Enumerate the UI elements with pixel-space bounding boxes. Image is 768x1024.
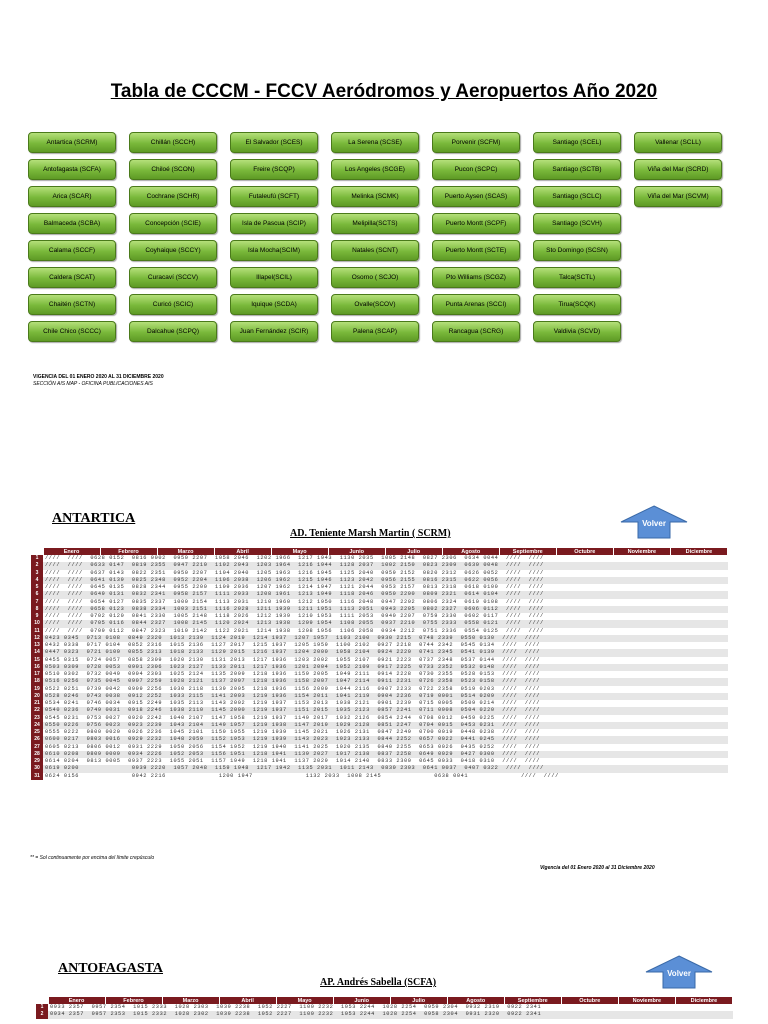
- day-times: //// //// 0654 0127 0835 2337 1000 2154 1113 2031 1210 1960 1212 1950 1116 2048 0947 2202 0806 2324 0610 0108 //// ////: [45, 598, 544, 605]
- day-times: 0933 2357 0957 2354 1015 2333 1028 2303 1039 2238 1052 2227 1100 2232 1053 2244 1028 2254 0959 2304 0932 2319 0922 2341: [50, 1004, 542, 1010]
- month-header: Mayo: [276, 997, 333, 1004]
- day-number: 1: [31, 555, 43, 562]
- table-row: [31, 562, 728, 569]
- day-times: 0550 0226 0756 0023 0923 2239 1043 2104 1149 1957 1219 1938 1147 2019 1029 2128 0851 2247 0704 0015 0453 0231 //// ////: [43, 722, 728, 729]
- day-times: 0510 0302 0732 0049 0904 2303 1025 2124 1135 2009 1218 1936 1159 2005 1049 2111 0914 2228 0730 2355 0528 0153 //// ////: [45, 671, 541, 677]
- table-row: [31, 664, 728, 671]
- table-row: [31, 577, 728, 584]
- day-times: //// //// 0649 0131 0832 2341 0958 2157 1111 2033 1208 1961 1213 1949 1118 2046 0950 2200 0809 2321 0614 0104 //// ////: [43, 591, 728, 598]
- day-times: 0619 0200 0939 2220 1057 2048 1159 1948 1217 1942 1135 2031 1011 2143 0830 2303 0641 0037 0407 0322 //// ////: [43, 765, 728, 772]
- table-row: [31, 642, 728, 649]
- aerodrome-button[interactable]: Rancagua (SCRG): [432, 321, 520, 342]
- seccion-text: SECCIÓN AIS MAP - OFICINA PUBLICACIONES AIS: [33, 381, 153, 387]
- header-corner: [31, 548, 43, 555]
- table-header: [31, 548, 728, 555]
- day-number: 19: [31, 686, 43, 693]
- day-times: 0503 0309 0728 0053 0901 2306 1023 2127 1133 2011 1217 1936 1201 2004 1052 2109 0917 2225 0733 2352 0532 0148 //// ////: [43, 664, 728, 671]
- aerodrome-button[interactable]: Calama (SCCF): [28, 240, 116, 261]
- day-times: 0528 0246 0743 0038 0912 2252 1033 2115 1141 2003 1219 1936 1154 2011 1041 2119 0904 2236 0719 0001 0514 0209 //// ////: [43, 693, 728, 700]
- month-header: Junio: [328, 548, 385, 555]
- table-row: [31, 613, 728, 620]
- day-times: 0610 0208 0809 0009 0934 2226 1052 2053 1156 1951 1218 1941 1139 2027 1017 2138 0837 2258 0649 0029 0427 0300 //// ////: [43, 751, 728, 758]
- day-times: 0934 2357 0957 2353 1015 2332 1028 2302 1039 2238 1052 2227 1100 2232 1053 2244 1028 2254 0958 2304 0931 2320 0922 2341: [48, 1011, 733, 1018]
- aerodrome-button[interactable]: Isla de Pascua (SCIP): [230, 213, 318, 234]
- aerodrome-button[interactable]: Antartica (SCRM): [28, 132, 116, 153]
- month-header: Marzo: [157, 548, 214, 555]
- aerodrome-button[interactable]: Pto Williams (SCGZ): [432, 267, 520, 288]
- day-number: 14: [31, 649, 43, 656]
- month-header: Noviembre: [613, 548, 670, 555]
- aerodrome-button[interactable]: Santiago (SCEL): [533, 132, 621, 153]
- month-header: Octubre: [561, 997, 618, 1004]
- volver-label: Volver: [642, 519, 666, 528]
- day-times: 0555 0222 0800 0020 0926 2236 1045 2101 1150 1955 1219 1939 1145 2021 1026 2131 0847 2249 0700 0019 0448 0238 //// ////: [45, 729, 541, 735]
- table-header: [36, 997, 733, 1004]
- day-number: 22: [31, 707, 43, 714]
- table-row: [31, 678, 728, 685]
- aerodrome-button[interactable]: La Serena (SCSE): [331, 132, 419, 153]
- table-row: [31, 555, 728, 562]
- page-title: Tabla de CCCM - FCCV Aeródromos y Aeropuertos Año 2020: [110, 81, 658, 102]
- table-row: [31, 715, 728, 722]
- day-number: 18: [31, 678, 43, 685]
- day-number: 8: [31, 606, 43, 613]
- day-times: 0614 0204 0813 0005 0937 2223 1055 2051 1157 1949 1218 1941 1137 2029 1014 2140 0833 2300 0645 0033 0418 0310 //// ////: [45, 758, 541, 764]
- aerodrome-button[interactable]: Iquique (SCDA): [230, 294, 318, 315]
- aerodrome-button[interactable]: Vallenar (SCLL): [634, 132, 722, 153]
- aerodrome-button[interactable]: Sto Domingo (SCSN): [533, 240, 621, 261]
- table-row: [31, 606, 728, 613]
- day-times: //// //// 0702 0120 0841 2330 1005 2148 1118 2026 1212 1939 1210 1953 1111 2053 0940 2207 0759 2330 0602 0117 //// ////: [45, 613, 544, 619]
- day-number: 17: [31, 671, 43, 678]
- day-number: 28: [31, 751, 43, 758]
- day-number: 26: [31, 736, 43, 743]
- day-times: 0600 0217 0803 0016 0929 2232 1048 2059 1152 1953 1219 1939 1143 2023 1023 2133 0844 2252 0657 0022 0441 0245 //// ////: [43, 736, 728, 743]
- vigencia-text: VIGENCIA DEL 01 ENERO 2020 AL 31 DICIEMBRE 2020: [33, 374, 164, 380]
- aerodrome-button[interactable]: Pucon (SCPC): [432, 159, 520, 180]
- day-number: 6: [31, 591, 43, 598]
- table-row: [31, 758, 728, 765]
- table-row: [31, 765, 728, 772]
- aerodrome-button[interactable]: Juan Fernández (SCIR): [230, 321, 318, 342]
- aerodrome-button[interactable]: Chillán (SCCH): [129, 132, 217, 153]
- month-header: Enero: [43, 548, 100, 555]
- day-times: 0624 0156 0942 2216 1200 1947 1132 2033 1008 2145 0638 0041 //// ////: [45, 772, 559, 779]
- month-header: Diciembre: [670, 548, 727, 555]
- section-title-antofagasta: ANTOFAGASTA: [58, 961, 164, 976]
- day-number: 2: [31, 562, 43, 569]
- day-number: 10: [31, 620, 43, 627]
- aerodrome-button[interactable]: Isla Mocha(SCIM): [230, 240, 318, 261]
- aerodrome-button[interactable]: Melipilla(SCTS): [331, 213, 419, 234]
- sun-table-antartica: [31, 548, 728, 780]
- table-row: [31, 722, 728, 729]
- aerodrome-button[interactable]: Chile Chico (SCCC): [28, 321, 116, 342]
- month-header: Julio: [390, 997, 447, 1004]
- day-times: 0605 0213 0806 0012 0931 2229 1050 2056 1154 1952 1219 1940 1141 2025 1020 2135 0840 2255 0653 0026 0435 0252 //// ////: [45, 743, 541, 750]
- table-row: [31, 686, 728, 693]
- aerodrome-button[interactable]: Antofagasta (SCFA): [28, 159, 116, 180]
- month-header: Agosto: [442, 548, 499, 555]
- aerodrome-button-grid: [28, 132, 748, 357]
- month-header: Agosto: [447, 997, 504, 1004]
- table-row: [31, 649, 728, 656]
- aerodrome-button[interactable]: Concepción (SCIE): [129, 213, 217, 234]
- table-row: [31, 729, 728, 736]
- day-times: //// //// 0628 0152 0816 0002 0950 2207 1058 2046 1202 1966 1217 1943 1130 2035 1005 2148 0827 2306 0634 0044 //// ////: [45, 555, 544, 561]
- aerodrome-button[interactable]: Santiago (SCVH): [533, 213, 621, 234]
- aerodrome-button[interactable]: Curacaví (SCCV): [129, 267, 217, 288]
- table-row: [31, 570, 728, 577]
- table-row: [31, 707, 728, 714]
- aerodrome-button[interactable]: Tirua(SCQK): [533, 294, 621, 315]
- month-header: Septiembre: [504, 997, 561, 1004]
- table-row: [31, 657, 728, 664]
- aerodrome-button[interactable]: Talca(SCTL): [533, 267, 621, 288]
- aerodrome-button[interactable]: Illapel(SCIL): [230, 267, 318, 288]
- day-times: //// //// 0633 0147 0819 2355 0947 2210 1102 2043 1203 1964 1216 1944 1128 2037 1002 2150 0823 2309 0630 0048 //// ////: [43, 562, 728, 569]
- table-row: [36, 1011, 733, 1018]
- month-header: Enero: [48, 997, 105, 1004]
- aerodrome-button[interactable]: Futaleufú (SCFT): [230, 186, 318, 207]
- day-times: //// //// 0637 0143 0822 2351 0950 2207 1104 2040 1205 1963 1216 1945 1125 2040 0959 2152 0820 2312 0626 0052 //// ////: [45, 569, 544, 576]
- day-number: 13: [31, 642, 43, 649]
- aerodrome-button[interactable]: Balmaceda (SCBA): [28, 213, 116, 234]
- day-times: 0545 0231 0753 0027 0920 2242 1040 2107 1147 1958 1219 1937 1149 2017 1032 2126 0854 2244 0708 0012 0459 0225 //// ////: [45, 714, 541, 721]
- day-number: 30: [31, 765, 43, 772]
- month-header: Febrero: [105, 997, 162, 1004]
- table-row: [31, 744, 728, 751]
- table-row: [31, 591, 728, 598]
- aerodrome-button[interactable]: El Salvador (SCES): [230, 132, 318, 153]
- table-row: [31, 693, 728, 700]
- month-header: Noviembre: [618, 997, 675, 1004]
- aerodrome-button[interactable]: Punta Arenas (SCCI): [432, 294, 520, 315]
- day-number: 2: [36, 1011, 48, 1018]
- day-times: 0540 0236 0749 0031 0918 2246 1038 2110 1145 2000 1219 1937 1151 2015 1035 2123 0857 2241 0711 0008 0504 0220 //// ////: [43, 707, 728, 714]
- day-times: //// //// 0645 0135 0828 2344 0955 2200 1109 2036 1207 1962 1214 1947 1121 2044 0953 2157 0813 2318 0618 0100 //// ////: [45, 584, 544, 590]
- aerodrome-button[interactable]: Dalcahue (SCPQ): [129, 321, 217, 342]
- day-times: //// //// 0658 0123 0838 2334 1003 2151 1116 2028 1211 1939 1211 1951 1113 2051 0943 2205 0802 2327 0606 0112 //// ////: [43, 606, 728, 613]
- aerodrome-button[interactable]: Santiago (SCLC): [533, 186, 621, 207]
- day-number: 4: [31, 577, 43, 584]
- day-number: 5: [31, 584, 43, 591]
- aerodrome-button[interactable]: Cochrane (SCHR): [129, 186, 217, 207]
- day-number: 7: [31, 599, 43, 606]
- day-number: 27: [31, 744, 43, 751]
- table-row: [31, 700, 728, 707]
- aerodrome-button[interactable]: Freire (SCQP): [230, 159, 318, 180]
- aerodrome-button[interactable]: Porvenir (SCFM): [432, 132, 520, 153]
- month-header: Diciembre: [675, 997, 732, 1004]
- header-corner: [36, 997, 48, 1004]
- day-number: 31: [31, 773, 43, 780]
- volver-button-2[interactable]: [645, 955, 713, 989]
- day-number: 15: [31, 657, 43, 664]
- day-times: 0432 0338 0717 0104 0852 2316 1015 2136 1127 2017 1215 1937 1205 1959 1100 2102 0927 2218 0744 2342 0545 0134 //// ////: [45, 642, 541, 648]
- aerodrome-button[interactable]: Los Angeles (SCGE): [331, 159, 419, 180]
- aerodrome-button[interactable]: Chiloé (SCON): [129, 159, 217, 180]
- aerodrome-button[interactable]: Valdivia (SCVD): [533, 321, 621, 342]
- month-header: Abril: [219, 997, 276, 1004]
- day-number: 1: [36, 1004, 48, 1011]
- day-number: 12: [31, 635, 43, 642]
- day-number: 23: [31, 715, 43, 722]
- aerodrome-button[interactable]: Caldera (SCAT): [28, 267, 116, 288]
- aerodrome-button[interactable]: Viña del Mar (SCRD): [634, 159, 722, 180]
- table-row: [31, 584, 728, 591]
- aerodrome-button[interactable]: Viña del Mar (SCVM): [634, 186, 722, 207]
- volver-label: Volver: [667, 969, 691, 978]
- aerodrome-button[interactable]: Arica (SCAR): [28, 186, 116, 207]
- aerodrome-button[interactable]: Osorno ( SCJO): [331, 267, 419, 288]
- month-header: Julio: [385, 548, 442, 555]
- aerodrome-button[interactable]: Natales (SCNT): [331, 240, 419, 261]
- day-times: //// //// 0641 0139 0825 2348 0952 2204 1106 2038 1206 1962 1215 1946 1123 2042 0956 2155 0816 2315 0622 0056 //// ////: [43, 577, 728, 584]
- day-times: 0516 0256 0735 0045 0907 2259 1028 2121 1137 2007 1218 1936 1158 2007 1047 2114 0911 2231 0726 2358 0523 0158 //// ////: [43, 678, 728, 685]
- day-times: 0522 0251 0739 0042 0909 2256 1030 2118 1139 2005 1218 1936 1156 2009 1044 2116 0907 2233 0722 2358 0519 0203 //// ////: [45, 685, 541, 692]
- section-title-antartica: ANTARTICA: [52, 511, 136, 526]
- footnote: ** = Sol continuamente por encima del límite crepúsculo: [30, 855, 155, 861]
- day-number: 21: [31, 700, 43, 707]
- aerodrome-button[interactable]: Santiago (SCTB): [533, 159, 621, 180]
- day-number: 29: [31, 758, 43, 765]
- day-times: 0447 0323 0721 0100 0855 2313 1018 2133 1129 2015 1216 1937 1204 2000 1058 2104 0924 2220 0741 2345 0541 0139 //// ////: [43, 649, 728, 656]
- table-row: [31, 620, 728, 627]
- day-times: 0423 0345 0713 0108 0849 2320 1013 2139 1124 2019 1214 1937 1207 1957 1103 2100 0930 2215 0748 2339 0550 0130 //// ////: [43, 635, 728, 642]
- day-number: 24: [31, 722, 43, 729]
- day-times: 0534 0241 0746 0034 0915 2249 1035 2113 1143 2002 1219 1937 1153 2013 1038 2121 0901 2239 0715 0005 0509 0214 //// ////: [45, 700, 541, 706]
- sun-table-antofagasta: [36, 997, 733, 1019]
- vigencia-footer: Vigencia del 01 Enero 2020 al 31 Diciembre 2020: [540, 865, 655, 871]
- day-times: //// //// 0709 0112 0847 2323 1010 2142 1122 2021 1214 1938 1208 1956 1106 2058 0934 2212 0751 2336 0554 0125 //// ////: [45, 627, 544, 634]
- aerodrome-button[interactable]: Ovalle(SCOV): [331, 294, 419, 315]
- aerodrome-button[interactable]: Puerto Montt (SCTE): [432, 240, 520, 261]
- day-number: 11: [31, 628, 43, 635]
- day-times: 0455 0315 0724 0057 0858 2309 1020 2130 1131 2013 1217 1936 1203 2002 1055 2107 0921 2223 0737 2348 0537 0144 //// ////: [45, 656, 541, 663]
- aerodrome-button[interactable]: Melinka (SCMK): [331, 186, 419, 207]
- table-row: [31, 736, 728, 743]
- table-row: [31, 599, 728, 606]
- day-number: 25: [31, 729, 43, 736]
- aerodrome-button[interactable]: Coyhaique (SCCY): [129, 240, 217, 261]
- day-number: 20: [31, 693, 43, 700]
- day-times: //// //// 0705 0116 0844 2327 1008 2145 1120 2024 1213 1938 1209 1954 1108 2055 0937 2210 0755 2333 0558 0121 //// ////: [43, 620, 728, 627]
- table-row: [31, 773, 728, 780]
- month-header: Marzo: [162, 997, 219, 1004]
- table-row: [31, 628, 728, 635]
- month-header: Junio: [333, 997, 390, 1004]
- aerodrome-button[interactable]: Puerto Aysen (SCAS): [432, 186, 520, 207]
- volver-button[interactable]: [620, 505, 688, 539]
- day-number: 3: [31, 570, 43, 577]
- day-number: 16: [31, 664, 43, 671]
- month-header: Septiembre: [499, 548, 556, 555]
- month-header: Mayo: [271, 548, 328, 555]
- aerodrome-title-scrm: AD. Teniente Marsh Martin ( SCRM): [290, 528, 451, 539]
- table-row: [31, 751, 728, 758]
- aerodrome-button[interactable]: Palena (SCAP): [331, 321, 419, 342]
- table-row: [36, 1004, 733, 1011]
- aerodrome-button[interactable]: Curicó (SCIC): [129, 294, 217, 315]
- day-number: 9: [31, 613, 43, 620]
- month-header: Febrero: [100, 548, 157, 555]
- aerodrome-title-scfa: AP. Andrés Sabella (SCFA): [320, 977, 437, 988]
- table-row: [31, 671, 728, 678]
- month-header: Abril: [214, 548, 271, 555]
- table-row: [31, 635, 728, 642]
- month-header: Octubre: [556, 548, 613, 555]
- aerodrome-button[interactable]: Chaitén (SCTN): [28, 294, 116, 315]
- aerodrome-button[interactable]: Puerto Montt (SCPF): [432, 213, 520, 234]
